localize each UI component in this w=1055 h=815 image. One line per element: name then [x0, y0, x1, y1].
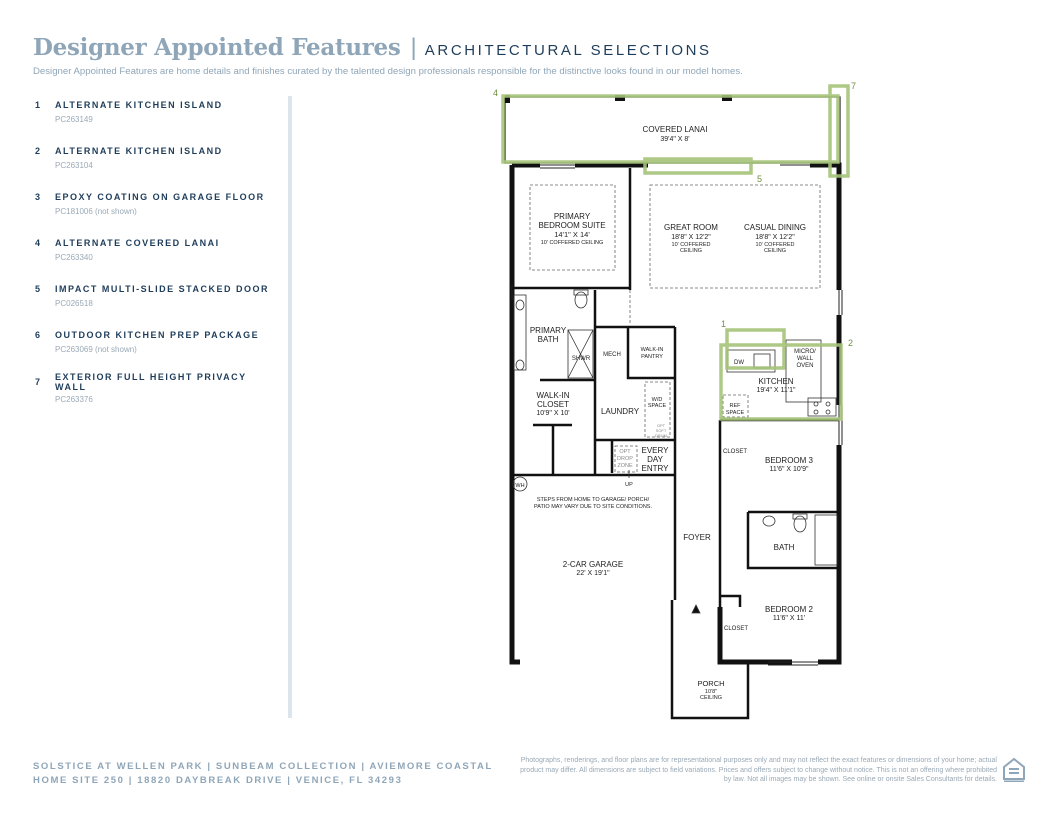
drop-zone-label: DROP — [617, 456, 633, 462]
dw-label: DW — [734, 360, 744, 366]
primary-bath-label: BATH — [537, 335, 559, 344]
foyer-label: FOYER — [683, 533, 711, 542]
closet-label: CLOSET — [722, 449, 748, 455]
page-title — [33, 34, 712, 62]
feature-code: PC181006 (not shown) — [55, 207, 137, 216]
shwr-label: SHWR — [571, 356, 591, 362]
everyday-label: DAY — [647, 455, 663, 464]
title-main: Designer Appointed Features — [33, 34, 401, 61]
equal-housing-icon — [1002, 757, 1026, 783]
bedroom3-label: BEDROOM 3 — [764, 456, 814, 465]
feature-label: EXTERIOR FULL HEIGHT PRIVACY WALL — [55, 372, 247, 392]
walkin-closet-label: CLOSET — [536, 400, 570, 409]
title-separator: | — [410, 34, 417, 61]
primary-suite-dim: 14'1" X 14' — [554, 230, 590, 239]
feature-label: IMPACT MULTI-SLIDE STACKED DOOR — [55, 284, 269, 294]
footer-address — [33, 760, 493, 788]
callout-5: 5 — [757, 174, 763, 184]
great-room-ceiling: 10' COFFERED — [671, 242, 711, 248]
lanai-dim: 39'4" X 8' — [660, 136, 690, 143]
porch-ceiling: 10'8" — [704, 689, 718, 695]
callout-7: 7 — [851, 81, 857, 91]
drop-zone-label: OPT — [619, 449, 631, 455]
bedroom3-dim: 11'6" X 10'9" — [769, 466, 809, 473]
everyday-label: EVERY — [641, 446, 669, 455]
column-divider — [288, 96, 292, 718]
wd-label: SPACE — [647, 403, 667, 409]
feature-code: PC026518 — [55, 299, 93, 308]
interior-walls — [512, 168, 839, 718]
opt-label: SOFT — [655, 428, 667, 433]
feature-number: 5 — [35, 284, 41, 294]
pantry-label: WALK-IN — [640, 347, 664, 353]
footer-disclaimer: Photographs, renderings, and floor plans are for representational purposes only and may not reflect the exact features or dimensions of your home; actual product may differ. All dimensions are subject to field variations. Prices and offers subject to change without notice. This is not an offering where prohibited by law. Not all images may be shown. See online or onsite Sales Consultants for details. — [520, 757, 997, 783]
drop-zone-label: ZONE — [617, 463, 633, 469]
feature-code: PC263376 — [55, 395, 93, 404]
feature-label: ALTERNATE KITCHEN ISLAND — [55, 100, 223, 110]
callout-1: 1 — [721, 319, 727, 329]
ref-label: SPACE — [725, 410, 745, 416]
footer-line-1: SOLSTICE AT WELLEN PARK | SUNBEAM COLLECTION | AVIEMORE COASTAL — [33, 761, 493, 772]
everyday-label: ENTRY — [641, 464, 669, 473]
floor-plan — [495, 80, 865, 725]
casual-dining-dim: 18'8" X 12'2" — [755, 234, 795, 241]
lanai-label: COVERED LANAI — [642, 125, 708, 134]
room-labels — [515, 125, 816, 701]
primary-suite-label: BEDROOM SUITE — [538, 221, 606, 230]
primary-suite-ceiling: 10' COFFERED CEILING — [540, 240, 604, 246]
feature-label: OUTDOOR KITCHEN PREP PACKAGE — [55, 330, 260, 340]
micro-label: MICRO/ — [794, 349, 816, 355]
page-subtitle: Designer Appointed Features are home details and finishes curated by the talented design professionals responsible for the distinctive looks found in our model homes. — [33, 66, 743, 77]
callout-2: 2 — [848, 338, 854, 348]
feature-label: EPOXY COATING ON GARAGE FLOOR — [55, 192, 265, 202]
feature-number: 3 — [35, 192, 41, 202]
feature-number: 6 — [35, 330, 41, 340]
bedroom2-label: BEDROOM 2 — [764, 605, 814, 614]
casual-dining-ceiling: 10' COFFERED — [755, 242, 795, 248]
callout-4: 4 — [493, 88, 499, 98]
feature-label: ALTERNATE KITCHEN ISLAND — [55, 146, 223, 156]
great-room-label: GREAT ROOM — [664, 223, 718, 232]
callout-numbers — [493, 81, 856, 348]
kitchen-dim: 19'4" X 11'1" — [756, 387, 796, 394]
casual-dining-ceiling: CEILING — [763, 248, 787, 254]
feature-code: PC263069 (not shown) — [55, 345, 137, 354]
opt-label: OPT — [656, 423, 666, 428]
feature-code: PC263340 — [55, 253, 93, 262]
feature-number: 7 — [35, 377, 41, 387]
title-section: ARCHITECTURAL SELECTIONS — [424, 42, 712, 59]
garage-label: 2-CAR GARAGE — [562, 560, 624, 569]
feature-label: ALTERNATE COVERED LANAI — [55, 238, 220, 248]
bath-label: BATH — [773, 543, 795, 552]
wd-label: W/D — [651, 397, 663, 403]
feature-number: 1 — [35, 100, 41, 110]
casual-dining-label: CASUAL DINING — [744, 223, 806, 232]
feature-number: 2 — [35, 146, 41, 156]
walkin-closet-dim: 10'9" X 10' — [536, 410, 570, 417]
footer-line-2: HOME SITE 250 | 18820 DAYBREAK DRIVE | VENICE, FL 34293 — [33, 775, 403, 786]
pantry-label: PANTRY — [641, 354, 663, 360]
kitchen-label: KITCHEN — [758, 377, 794, 386]
mech-label: MECH — [603, 352, 621, 358]
opt-label: DRUM — [655, 433, 667, 438]
great-room-ceiling: CEILING — [679, 248, 703, 254]
micro-label: WALL — [796, 356, 814, 362]
steps-note: PATIO MAY VARY DUE TO SITE CONDITIONS. — [534, 504, 652, 510]
micro-label: OVEN — [796, 363, 814, 369]
bedroom2-dim: 11'6" X 11' — [772, 615, 806, 622]
garage-dim: 22' X 19'1" — [576, 570, 610, 577]
ref-label: REF — [729, 403, 741, 409]
walkin-closet-label: WALK-IN — [536, 391, 570, 400]
up-label: UP — [625, 482, 633, 488]
laundry-label: LAUNDRY — [600, 407, 640, 416]
feature-number: 4 — [35, 238, 41, 248]
wh-label: WH — [515, 483, 525, 489]
primary-suite-label: PRIMARY — [553, 212, 591, 221]
feature-code: PC263149 — [55, 115, 93, 124]
closet2-label: CLOSET — [723, 626, 749, 632]
great-room-dim: 18'8" X 12'2" — [671, 234, 711, 241]
porch-ceiling: CEILING — [699, 695, 723, 701]
steps-note: STEPS FROM HOME TO GARAGE/ PORCH/ — [536, 497, 650, 503]
feature-code: PC263104 — [55, 161, 93, 170]
porch-label: PORCH — [697, 679, 725, 688]
primary-bath-label: PRIMARY — [529, 326, 567, 335]
